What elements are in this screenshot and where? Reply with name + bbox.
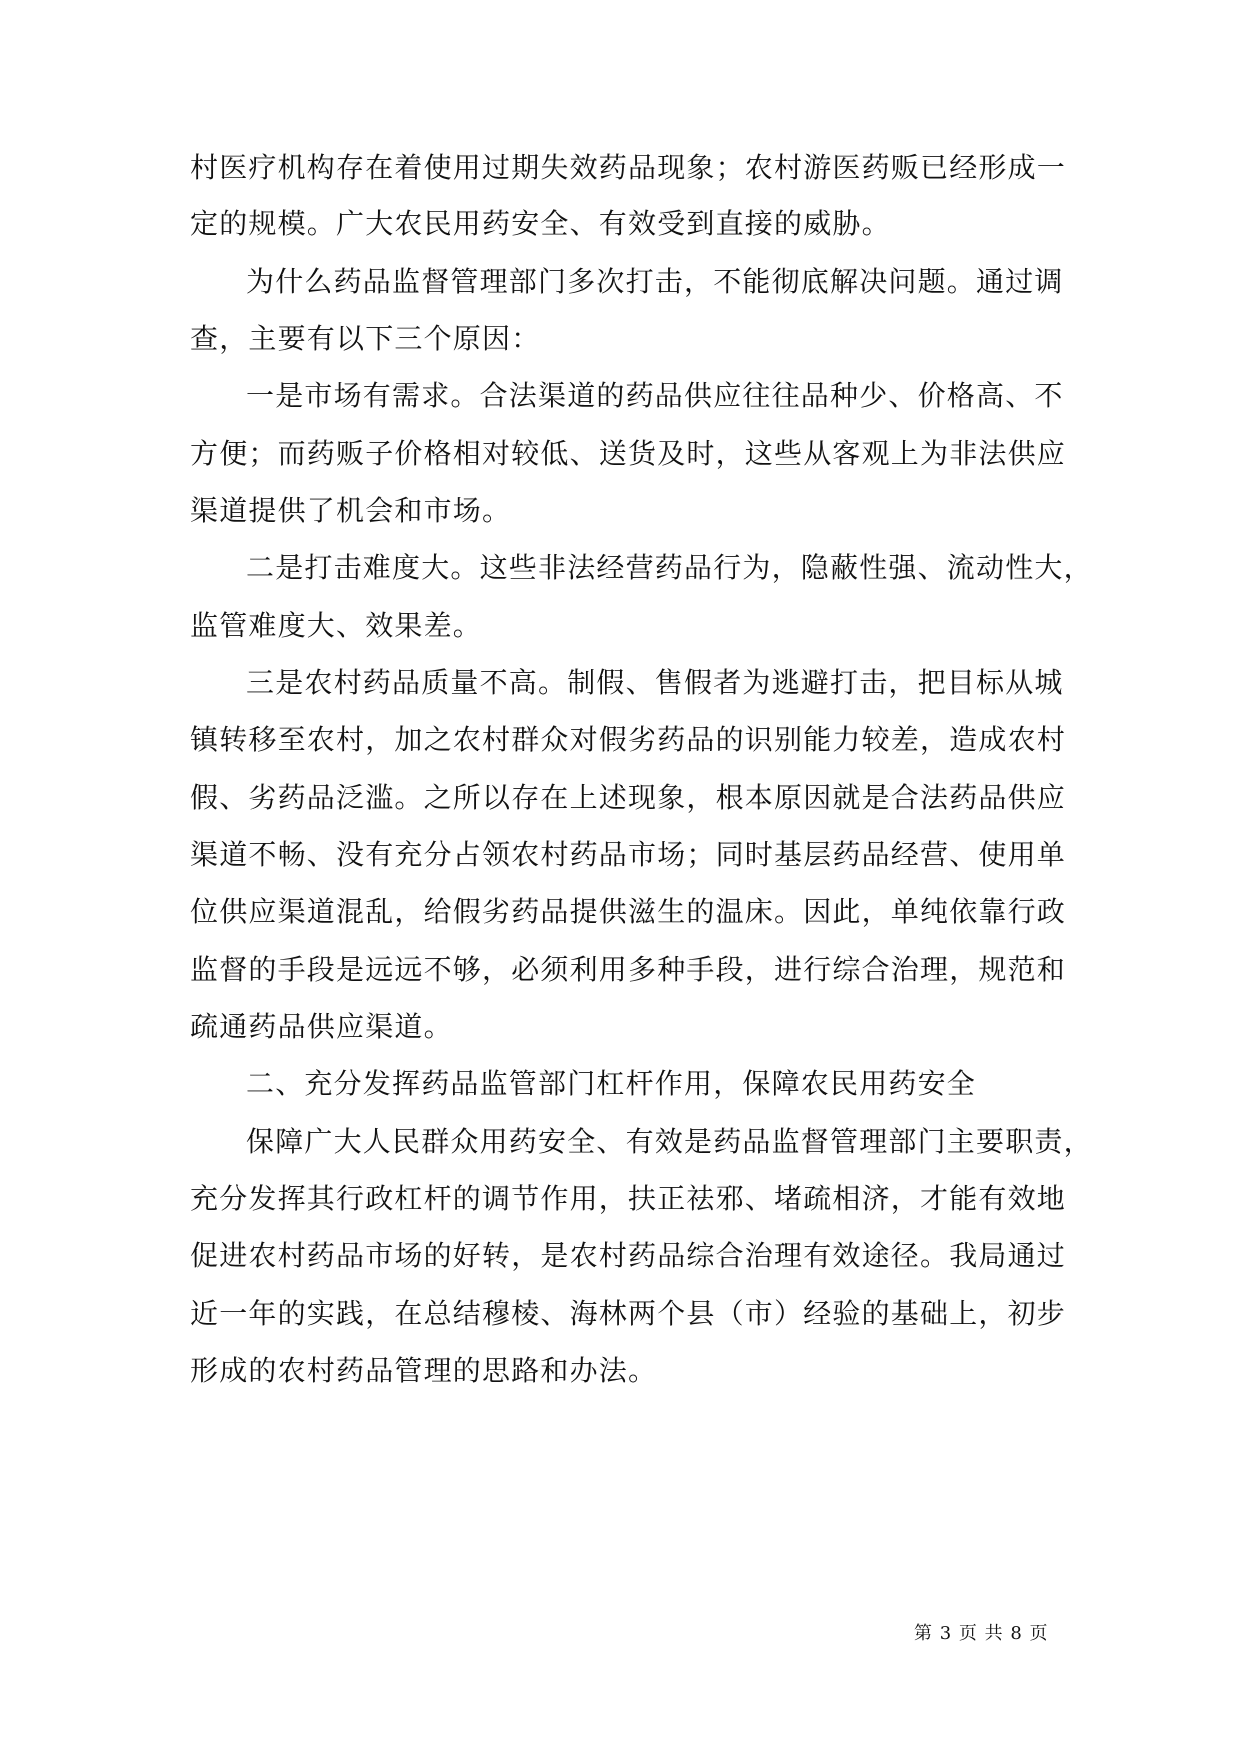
text-line: 查，主要有以下三个原因： — [190, 322, 541, 355]
text-line: 渠道不畅、没有充分占领农村药品市场；同时基层药品经营、使用单 — [190, 838, 1067, 871]
text-line: 充分发挥其行政杠杆的调节作用，扶正祛邪、堵疏相济，才能有效地 — [190, 1182, 1067, 1215]
paragraph-first-line: 二是打击难度大。这些非法经营药品行为，隐蔽性强、流动性大， — [246, 551, 1093, 584]
text-line: 渠道提供了机会和市场。 — [190, 494, 512, 527]
text-line: 假、劣药品泛滥。之所以存在上述现象，根本原因就是合法药品供应 — [190, 781, 1067, 814]
text-line: 村医疗机构存在着使用过期失效药品现象；农村游医药贩已经形成一 — [190, 151, 1067, 184]
text-line: 监督的手段是远远不够，必须利用多种手段，进行综合治理，规范和 — [190, 953, 1067, 986]
text-line: 方便；而药贩子价格相对较低、送货及时，这些从客观上为非法供应 — [190, 437, 1067, 470]
paragraph-first-line: 一是市场有需求。合法渠道的药品供应往往品种少、价格高、不 — [246, 379, 1064, 412]
text-line: 定的规模。广大农民用药安全、有效受到直接的威胁。 — [190, 207, 891, 240]
paragraph-first-line: 保障广大人民群众用药安全、有效是药品监督管理部门主要职责， — [246, 1125, 1093, 1158]
text-line: 形成的农村药品管理的思路和办法。 — [190, 1354, 658, 1387]
page-number-footer: 第 3 页 共 8 页 — [914, 1623, 1049, 1644]
section-heading: 二、充分发挥药品监管部门杠杆作用，保障农民用药安全 — [246, 1067, 977, 1100]
text-line: 位供应渠道混乱，给假劣药品提供滋生的温床。因此，单纯依靠行政 — [190, 895, 1067, 928]
text-line: 监管难度大、效果差。 — [190, 609, 483, 642]
text-line: 近一年的实践，在总结穆棱、海林两个县（市）经验的基础上，初步 — [190, 1297, 1067, 1330]
paragraph-first-line: 为什么药品监督管理部门多次打击，不能彻底解决问题。通过调 — [246, 265, 1064, 298]
text-line: 镇转移至农村，加之农村群众对假劣药品的识别能力较差，造成农村 — [190, 723, 1067, 756]
text-line: 促进农村药品市场的好转，是农村药品综合治理有效途径。我局通过 — [190, 1239, 1067, 1272]
text-line: 疏通药品供应渠道。 — [190, 1010, 453, 1043]
paragraph-first-line: 三是农村药品质量不高。制假、售假者为逃避打击，把目标从城 — [246, 666, 1064, 699]
